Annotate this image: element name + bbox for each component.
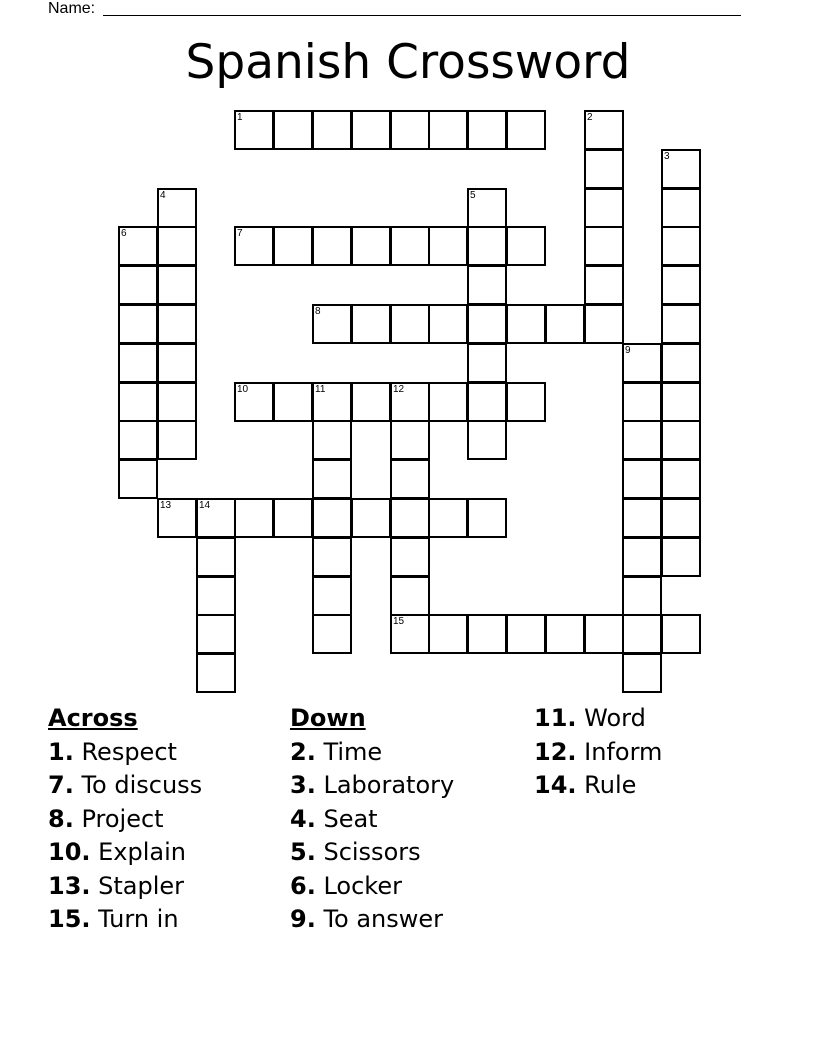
clue [534,736,662,770]
grid-cell[interactable] [584,304,624,344]
grid-cell[interactable] [506,614,546,654]
grid-cell[interactable] [467,614,507,654]
cell-number: 10 [237,384,249,395]
cell-number: 12 [393,384,405,395]
down-heading: Down [290,704,366,732]
grid-cell[interactable] [234,382,274,422]
grid-cell[interactable] [312,110,352,150]
grid-cell[interactable] [467,498,507,538]
clue-text: Respect [73,737,177,766]
grid-cell[interactable] [118,459,158,499]
grid-cell[interactable] [196,537,236,577]
grid-cell[interactable] [622,537,662,577]
cell-number: 2 [587,112,593,123]
grid-cell[interactable] [118,265,158,305]
grid-cell[interactable] [390,498,430,538]
cell-number: 6 [121,228,127,239]
cell-number: 5 [470,190,476,201]
grid-cell[interactable] [234,110,274,150]
clue [290,903,454,937]
grid-cell[interactable] [234,226,274,266]
clue-text: To discuss [73,771,203,799]
clue-text: To answer [315,905,444,933]
cell-number: 9 [625,345,631,356]
grid-cell[interactable] [351,304,391,344]
grid-cell[interactable] [428,382,468,422]
grid-cell[interactable] [467,188,507,228]
grid-cell[interactable] [196,498,236,538]
grid-cell[interactable] [157,304,197,344]
clue-number: 11. [534,704,577,732]
grid-cell[interactable] [428,498,468,538]
grid-cell[interactable] [622,653,662,693]
cell-number: 14 [199,500,211,511]
grid-cell[interactable] [351,498,391,538]
clue [48,736,202,770]
clue [48,803,202,837]
clue-text: Project [73,804,164,833]
grid-cell[interactable] [273,110,313,150]
grid-cell[interactable] [312,304,352,344]
grid-cell[interactable] [545,304,585,344]
grid-cell[interactable] [584,110,624,150]
grid-cell[interactable] [467,304,507,344]
grid-cell[interactable] [622,382,662,422]
clue-number: 10. [48,838,91,866]
down-clues-continued [534,702,662,803]
grid-cell[interactable] [545,614,585,654]
grid-cell[interactable] [157,265,197,305]
name-label: Name: [48,0,96,17]
clue [48,903,202,937]
grid-cell[interactable] [467,226,507,266]
grid-cell[interactable] [506,304,546,344]
clue-text: Rule [576,771,637,799]
clue [48,769,202,803]
grid-cell[interactable] [661,382,701,422]
grid-cell[interactable] [312,226,352,266]
clue [290,769,454,803]
cell-number: 15 [393,616,405,627]
grid-cell[interactable] [196,614,236,654]
clue-text: Scissors [315,838,421,866]
grid-cell[interactable] [622,420,662,460]
grid-cell[interactable] [584,614,624,654]
grid-cell[interactable] [661,265,701,305]
grid-cell[interactable] [312,420,352,460]
cell-number: 3 [664,151,670,162]
grid-cell[interactable] [428,304,468,344]
clue-number: 8. [48,804,74,833]
grid-cell[interactable] [622,576,662,616]
grid-cell[interactable] [661,459,701,499]
grid-cell[interactable] [273,498,313,538]
clue-number: 13. [48,871,91,900]
grid-cell[interactable] [196,653,236,693]
grid-cell[interactable] [661,343,701,383]
grid-cell[interactable] [273,226,313,266]
clue [290,836,454,870]
clue-number: 12. [534,737,577,766]
grid-cell[interactable] [196,576,236,616]
grid-cell[interactable] [428,614,468,654]
grid-cell[interactable] [467,110,507,150]
cell-number: 11 [315,384,326,395]
grid-cell[interactable] [351,382,391,422]
grid-cell[interactable] [157,226,197,266]
grid-cell[interactable] [157,343,197,383]
grid-cell[interactable] [351,226,391,266]
clue-number: 7. [48,771,74,799]
grid-cell[interactable] [390,576,430,616]
grid-cell[interactable] [234,498,274,538]
clue-text: Turn in [90,905,179,933]
down-clue-list [290,736,454,937]
grid-cell[interactable] [312,498,352,538]
grid-cell[interactable] [351,110,391,150]
cell-number: 1 [237,112,243,123]
grid-cell[interactable] [467,343,507,383]
grid-cell[interactable] [428,110,468,150]
clue [290,803,454,837]
clue-number: 4. [290,804,316,833]
grid-cell[interactable] [622,459,662,499]
grid-cell[interactable] [467,382,507,422]
clue [48,836,202,870]
grid-cell[interactable] [661,614,701,654]
grid-cell[interactable] [661,420,701,460]
grid-cell[interactable] [312,614,352,654]
grid-cell[interactable] [118,304,158,344]
grid-cell[interactable] [273,382,313,422]
clue [290,870,454,904]
down-clues [290,702,454,937]
grid-cell[interactable] [467,420,507,460]
clue-number: 15. [48,905,91,933]
grid-cell[interactable] [390,304,430,344]
grid-cell[interactable] [584,226,624,266]
down-clue-list-continued [534,702,662,803]
clue-number: 2. [290,737,316,766]
grid-cell[interactable] [390,420,430,460]
grid-cell[interactable] [312,459,352,499]
clue-number: 6. [290,871,316,900]
cell-number: 13 [160,500,172,511]
grid-cell[interactable] [661,498,701,538]
across-heading: Across [48,704,138,732]
grid-cell[interactable] [506,110,546,150]
cell-number: 4 [160,190,166,201]
grid-cell[interactable] [390,110,430,150]
cell-number: 8 [315,306,321,317]
grid-cell[interactable] [584,188,624,228]
grid-cell[interactable] [157,420,197,460]
grid-cell[interactable] [157,382,197,422]
grid-cell[interactable] [390,537,430,577]
clue-text: Stapler [90,871,185,900]
grid-cell[interactable] [390,614,430,654]
clue [290,736,454,770]
grid-cell[interactable] [118,226,158,266]
clue-text: Inform [576,737,663,766]
grid-cell[interactable] [661,304,701,344]
grid-cell[interactable] [390,382,430,422]
grid-cell[interactable] [506,382,546,422]
grid-cell[interactable] [312,382,352,422]
grid-cell[interactable] [584,265,624,305]
clue [534,769,662,803]
clue-text: Word [576,704,646,732]
clue-number: 9. [290,905,316,933]
grid-cell[interactable] [661,188,701,228]
grid-cell[interactable] [312,576,352,616]
across-clue-list [48,736,202,937]
clue-number: 1. [48,737,74,766]
grid-cell[interactable] [118,382,158,422]
cell-number: 7 [237,228,243,239]
grid-cell[interactable] [157,188,197,228]
grid-cell[interactable] [661,226,701,266]
grid-cell[interactable] [506,226,546,266]
clue-text: Locker [315,871,402,900]
grid-cell[interactable] [118,343,158,383]
grid-cell[interactable] [390,459,430,499]
clue [48,870,202,904]
grid-cell[interactable] [157,498,197,538]
clue-number: 3. [290,771,316,799]
grid-cell[interactable] [622,614,662,654]
grid-cell[interactable] [428,226,468,266]
grid-cell[interactable] [467,265,507,305]
grid-cell[interactable] [118,420,158,460]
grid-cell[interactable] [661,149,701,189]
clue-number: 14. [534,771,577,799]
grid-cell[interactable] [622,498,662,538]
grid-cell[interactable] [661,537,701,577]
clue-text: Seat [315,804,378,833]
grid-cell[interactable] [390,226,430,266]
grid-cell[interactable] [584,149,624,189]
grid-cell[interactable] [622,343,662,383]
clue-text: Laboratory [315,771,455,799]
clue-text: Explain [90,838,186,866]
clue [534,702,662,736]
clue-text: Time [315,737,383,766]
clue-number: 5. [290,838,316,866]
across-clues [48,702,202,937]
grid-cell[interactable] [312,537,352,577]
page-title: Spanish Crossword [185,35,631,90]
